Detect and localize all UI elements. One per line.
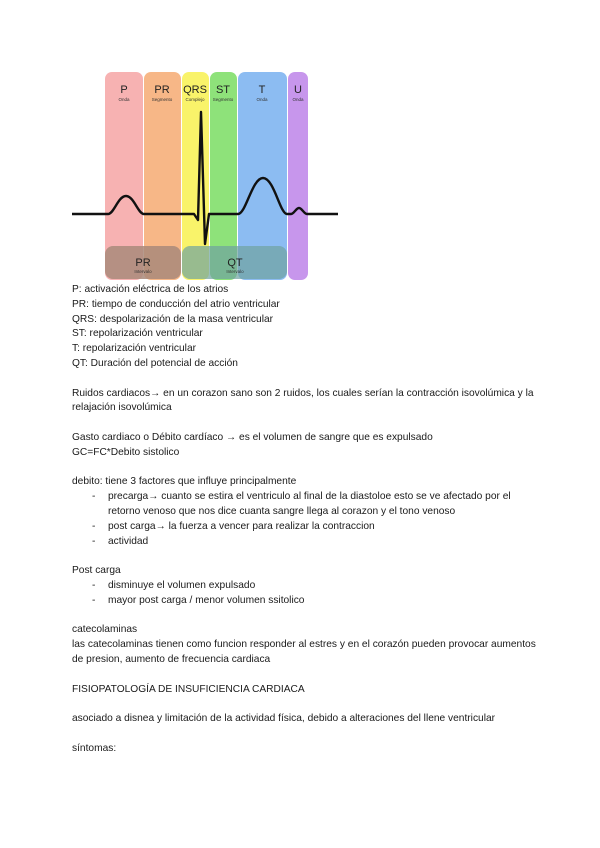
fisiopatologia-body: asociado a disnea y limitación de la actividad física, debido a alteraciones del llene ventricular [72, 713, 496, 725]
band-label-t: T [258, 84, 266, 96]
fisiopatologia-heading: FISIOPATOLOGÍA DE INSUFICIENCIA CARDIACA [72, 683, 305, 695]
spacer [72, 416, 542, 431]
ecg-diagram [70, 70, 340, 282]
interval-label-qt: QT [227, 257, 243, 269]
band-label-p: P [120, 84, 128, 96]
debito-list [72, 490, 542, 549]
def-st: ST: repolarización ventricular [72, 328, 203, 340]
gasto-line-1: Gasto cardiaco o Débito cardíaco → es el volumen de sangre que es expulsado [72, 431, 433, 443]
list-item: - actividad [72, 535, 542, 550]
ruidos-paragraph: Ruidos cardiacos→ en un corazon sano son 2 ruidos, los cuales serían la contracción isovolúmica y la relajación isovolúmica [72, 387, 534, 414]
postcarga-list [72, 579, 542, 609]
gasto-line-2: GC=FC*Debito sistolico [72, 446, 180, 458]
spacer [72, 727, 542, 742]
spacer [72, 372, 542, 387]
spacer [72, 609, 542, 624]
interval-sub-qt: Intervalo [226, 269, 244, 274]
document-body [72, 283, 542, 757]
band-sub-u: Onda [292, 97, 304, 102]
catecolaminas-body: las catecolaminas tienen como funcion responder al estres y en el corazón pueden provocar aumentos de presion, aumento de frecuencia cardiaca [72, 639, 536, 665]
band-label-qrs: QRS [183, 84, 207, 96]
def-pr: PR: tiempo de conducción del atrio ventricular [72, 298, 280, 310]
interval-label-pr: PR [135, 257, 151, 269]
band-label-st: ST [215, 84, 231, 96]
def-t: T: repolarización ventricular [72, 343, 196, 355]
def-qrs: QRS: despolarización de la masa ventricular [72, 313, 274, 325]
def-p: P: activación eléctrica de los atrios [72, 284, 229, 295]
band-label-u: U [294, 84, 302, 96]
debito-intro: debito: tiene 3 factores que influye principalmente [72, 476, 297, 488]
band-sub-qrs: Complejo [185, 97, 205, 102]
list-item: - disminuye el volumen expulsado [72, 579, 542, 594]
list-item: - mayor post carga / menor volumen ssitolico [72, 594, 542, 609]
postcarga-title: Post carga [72, 565, 121, 577]
spacer [72, 697, 542, 712]
ecg-svg [70, 70, 340, 282]
def-qt: QT: Duración del potencial de acción [72, 357, 238, 369]
sintomas-label: síntomas: [72, 742, 117, 754]
list-item: - precarga→ cuanto se estira el ventriculo al final de la diastoloe esto se ve afectado por el retorno venoso que nos dice cuanta sangre llega al corazon y el tono venoso [72, 490, 542, 520]
interval-sub-pr: Intervalo [134, 269, 152, 274]
band-label-pr: PR [154, 84, 170, 96]
catecolaminas-title: catecolaminas [72, 624, 138, 636]
spacer [72, 461, 542, 476]
band-sub-st: Segmento [212, 97, 234, 102]
spacer [72, 549, 542, 564]
band-sub-p: Onda [118, 97, 130, 102]
band-sub-t: Onda [256, 97, 268, 102]
spacer [72, 668, 542, 683]
band-u [288, 72, 308, 280]
band-sub-pr: Segmento [151, 97, 173, 102]
list-item: - post carga→ la fuerza a vencer para realizar la contraccion [72, 520, 542, 535]
